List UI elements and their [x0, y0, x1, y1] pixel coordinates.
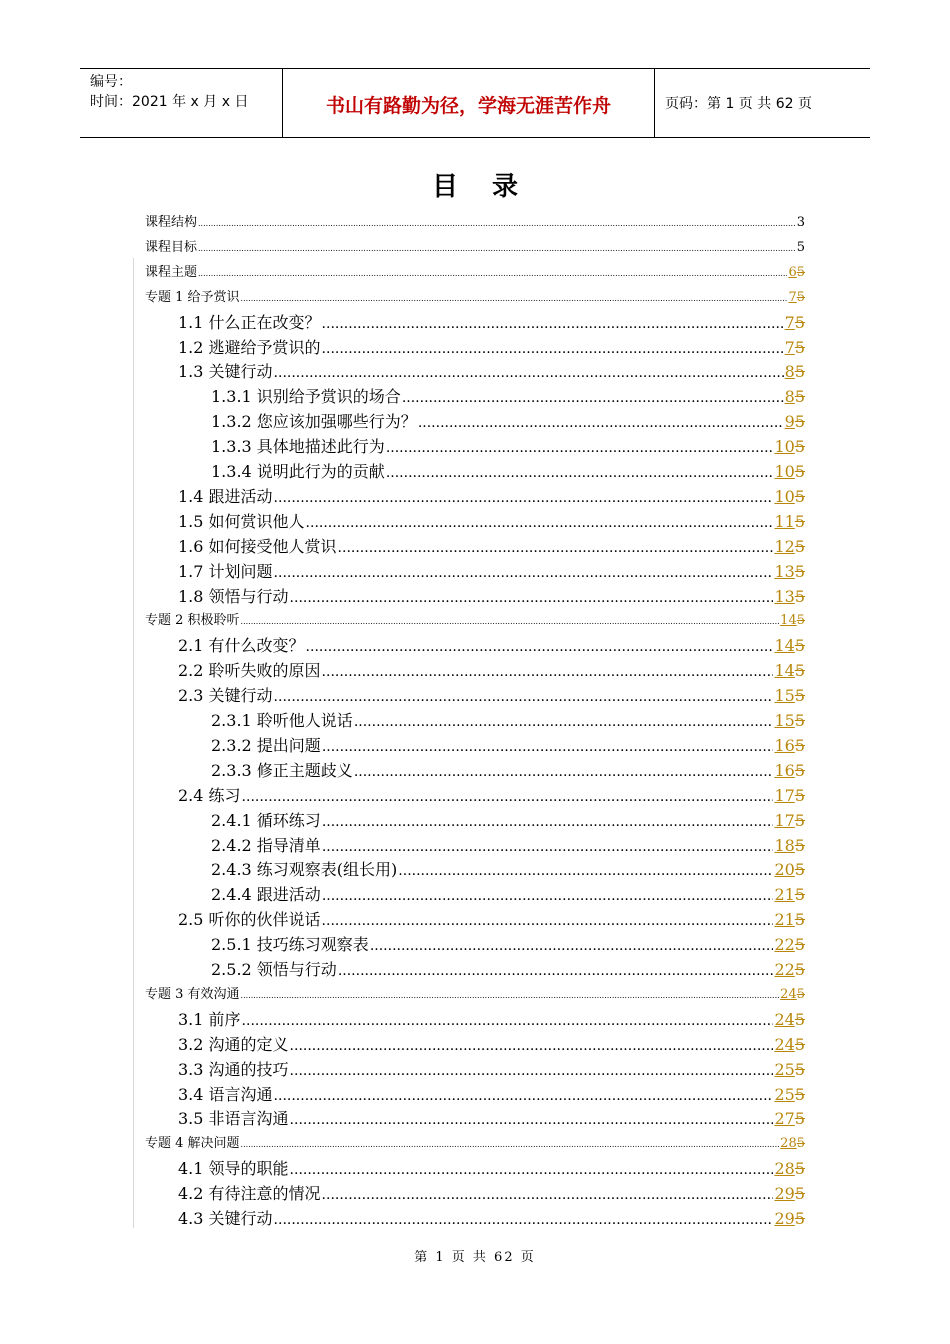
- toc-entry-label: 1.4 跟进活动: [178, 486, 273, 506]
- toc-page-deleted: 5: [794, 960, 805, 979]
- toc-page-number[interactable]: [774, 559, 805, 584]
- toc-entry-label: 4.3 关键行动: [178, 1209, 273, 1228]
- toc-entry[interactable]: [145, 285, 805, 310]
- toc-page-deleted: 5: [794, 1059, 805, 1079]
- toc-leader-dots: [290, 1034, 774, 1059]
- toc-page-number[interactable]: [774, 758, 805, 783]
- motto-text: 书山有路勤为径，学海无涯苦作舟: [325, 95, 611, 117]
- toc-page-link[interactable]: 14: [780, 613, 797, 629]
- toc-page-number[interactable]: [788, 260, 805, 285]
- toc-page-number[interactable]: [774, 1156, 805, 1181]
- toc-leader-dots: [322, 909, 774, 934]
- toc-entry[interactable]: [178, 1007, 805, 1032]
- toc-entry-label: 1.5 如何赏识他人: [178, 511, 305, 531]
- toc-entry-label: 2.3.1 聆听他人说话: [211, 711, 353, 730]
- toc-page-number[interactable]: [780, 608, 805, 633]
- toc-entry[interactable]: [178, 1156, 805, 1181]
- toc-entry[interactable]: [145, 1131, 805, 1156]
- toc-entry-label: 1.3 关键行动: [178, 362, 273, 382]
- toc-entry[interactable]: [178, 509, 805, 534]
- toc-page-deleted: 5: [794, 337, 805, 357]
- toc-page-deleted: 5: [794, 1009, 805, 1029]
- toc-page-deleted: 5: [794, 860, 805, 880]
- toc-entry-label: 1.3.4 说明此行为的贡献: [211, 462, 385, 481]
- toc-leader-dots: [322, 660, 774, 685]
- toc-leader-dots: [322, 1183, 774, 1208]
- toc-leader-dots: [241, 983, 780, 1008]
- toc-entry[interactable]: [178, 1206, 805, 1231]
- toc-entry-label: 3.4 语言沟通: [178, 1084, 273, 1104]
- toc-entry-label: 3.5 非语言沟通: [178, 1109, 289, 1129]
- toc-entry-label: 2.2 聆听失败的原因: [178, 661, 321, 681]
- toc-entry[interactable]: [211, 857, 805, 882]
- toc-page-number[interactable]: [774, 658, 805, 683]
- toc-page-number[interactable]: [774, 434, 805, 459]
- toc-entry[interactable]: [211, 409, 805, 434]
- toc-entry-label: 4.2 有待注意的情况: [178, 1184, 321, 1204]
- toc-entry-label: 课程主题: [145, 264, 198, 280]
- toc-page-number[interactable]: [774, 484, 805, 509]
- toc-page-deleted: 5: [796, 1136, 805, 1152]
- toc-entry-label: 3.1 前序: [178, 1009, 241, 1029]
- toc-page-number[interactable]: [788, 285, 805, 310]
- toc-leader-dots: [386, 461, 774, 486]
- toc-page-link[interactable]: 15: [774, 686, 795, 706]
- toc-entry-label: 2.3 关键行动: [178, 686, 273, 706]
- toc-page-link[interactable]: 15: [774, 711, 795, 730]
- toc-page-number[interactable]: [774, 633, 805, 658]
- toc-entry[interactable]: [211, 708, 805, 733]
- toc-leader-dots: [322, 312, 784, 337]
- toc-page-link[interactable]: 12: [774, 536, 795, 556]
- toc-page-number[interactable]: [774, 584, 805, 609]
- toc-leader-dots: [274, 1208, 774, 1233]
- toc-page-link[interactable]: 11: [774, 511, 795, 531]
- toc-page-deleted: 5: [796, 289, 805, 305]
- toc-page-number[interactable]: [774, 1007, 805, 1032]
- toc-page-deleted: 5: [794, 735, 805, 755]
- toc-page-number[interactable]: [774, 733, 805, 758]
- toc-page-number[interactable]: [785, 310, 805, 335]
- toc-entry[interactable]: [211, 459, 805, 484]
- toc-page-deleted: 5: [794, 760, 805, 780]
- toc-leader-dots: [241, 609, 780, 634]
- toc-page-number[interactable]: [774, 509, 805, 534]
- toc-page-number[interactable]: [774, 932, 805, 957]
- toc-entry-label: 2.5 听你的伙伴说话: [178, 910, 321, 930]
- toc-page-deleted: 5: [796, 986, 805, 1002]
- toc-page-link[interactable]: 24: [774, 1009, 795, 1029]
- toc-page-deleted: 5: [794, 511, 805, 531]
- toc-page-deleted: 5: [794, 810, 805, 830]
- toc-entry-label: 3.2 沟通的定义: [178, 1034, 289, 1054]
- number-label: 编号：: [90, 74, 132, 90]
- toc-leader-dots: [274, 1084, 774, 1109]
- toc-leader-dots: [198, 236, 796, 261]
- toc-leader-dots: [398, 859, 773, 884]
- toc-page-number: 5: [796, 239, 805, 255]
- toc-page-link[interactable]: 7: [788, 289, 797, 305]
- toc-page-link[interactable]: 28: [780, 1136, 797, 1152]
- toc-entry-label: 2.3.2 提出问题: [211, 735, 321, 755]
- toc-page-number[interactable]: [785, 384, 805, 409]
- toc-page-link[interactable]: 8: [784, 387, 795, 407]
- toc-page-number[interactable]: [780, 1131, 805, 1156]
- toc-entry-label: 1.8 领悟与行动: [178, 586, 289, 606]
- toc-page-link[interactable]: 29: [774, 1209, 795, 1228]
- toc-page-number[interactable]: [774, 1181, 805, 1206]
- toc-page-number: 3: [796, 215, 805, 230]
- toc-page-link[interactable]: 25: [774, 1059, 795, 1079]
- toc-page-deleted: 5: [796, 264, 805, 280]
- toc-page-number[interactable]: [774, 1057, 805, 1082]
- toc-page-link[interactable]: 17: [774, 785, 795, 805]
- toc-entry-label: 专题 2 积极聆听: [145, 613, 240, 629]
- page-header: [80, 68, 870, 138]
- toc-page-link[interactable]: 10: [774, 486, 795, 506]
- toc-entry[interactable]: [178, 559, 805, 584]
- toc-page-link[interactable]: 14: [774, 661, 795, 681]
- toc-page-link[interactable]: 28: [774, 1159, 795, 1179]
- margin-line: [133, 258, 134, 1228]
- toc-entry-label: 1.3.2 您应该加强哪些行为？: [211, 412, 417, 432]
- toc-entry[interactable]: [211, 882, 805, 907]
- toc-page-number[interactable]: [774, 708, 805, 733]
- page-info: 页码：第 1 页 共 62 页: [665, 96, 812, 112]
- toc-page-deleted: 5: [794, 661, 805, 681]
- toc-page-number[interactable]: [774, 857, 805, 882]
- toc-entry[interactable]: [178, 534, 805, 559]
- toc-page-link[interactable]: 13: [774, 561, 795, 581]
- toc-page-link[interactable]: 24: [780, 986, 797, 1002]
- toc-leader-dots: [354, 710, 774, 735]
- toc-leader-dots: [290, 1158, 774, 1183]
- toc-page-deleted: 5: [794, 486, 805, 506]
- toc-entry-label: 1.3.1 识别给予赏识的场合: [211, 387, 401, 407]
- toc-page-deleted: 5: [794, 437, 805, 457]
- page-title: 目录: [431, 172, 552, 202]
- toc-leader-dots: [274, 486, 774, 511]
- toc-page-number[interactable]: [774, 459, 805, 484]
- toc-page-link[interactable]: 25: [774, 1084, 795, 1104]
- header-motto-cell: [283, 69, 655, 137]
- toc-entry[interactable]: [211, 384, 805, 409]
- toc-entry: [145, 210, 805, 235]
- toc-entry[interactable]: [211, 758, 805, 783]
- toc-page-link[interactable]: 24: [774, 1034, 795, 1054]
- toc-page-link[interactable]: 21: [774, 885, 795, 905]
- toc-page-deleted: 5: [794, 1034, 805, 1054]
- toc-leader-dots: [242, 785, 774, 810]
- toc-leader-dots: [418, 411, 784, 436]
- toc-entry-label: 1.1 什么正在改变？: [178, 312, 321, 332]
- toc-page-number[interactable]: [785, 409, 805, 434]
- toc-entry-label: 2.4.4 跟进活动: [211, 885, 321, 905]
- toc-page-deleted: 5: [794, 586, 805, 606]
- toc-leader-dots: [198, 211, 796, 236]
- toc-entry-label: 2.3.3 修正主题歧义: [211, 760, 353, 780]
- toc-entry[interactable]: [178, 683, 805, 708]
- toc-entry-label: 1.7 计划问题: [178, 561, 273, 581]
- toc-leader-dots: [274, 685, 774, 710]
- toc-entry[interactable]: [211, 957, 805, 982]
- toc-entry[interactable]: [178, 633, 805, 658]
- toc-entry[interactable]: [145, 982, 805, 1007]
- toc-page-link[interactable]: 6: [788, 264, 797, 280]
- toc-entry-label: 专题 4 解决问题: [145, 1136, 240, 1152]
- toc-entry[interactable]: [145, 260, 805, 285]
- toc-page-link[interactable]: 16: [774, 760, 795, 780]
- toc-entry-label: 1.2 逃避给予赏识的: [178, 337, 321, 357]
- toc-page-deleted: 5: [796, 613, 805, 629]
- toc-leader-dots: [241, 1132, 780, 1157]
- toc-page-link[interactable]: 18: [774, 835, 795, 855]
- toc-entry-label: 3.3 沟通的技巧: [178, 1059, 289, 1079]
- toc-leader-dots: [322, 835, 774, 860]
- toc-page-link[interactable]: 16: [774, 735, 795, 755]
- toc-page-number[interactable]: [774, 957, 805, 982]
- toc-page-link[interactable]: 9: [784, 412, 795, 432]
- toc-page-number[interactable]: [785, 335, 805, 360]
- toc-leader-dots: [274, 561, 774, 586]
- toc-leader-dots: [354, 760, 774, 785]
- toc-page-number[interactable]: [774, 534, 805, 559]
- toc-entry-label: 1.3.3 具体地描述此行为: [211, 437, 385, 457]
- toc-page-deleted: 5: [794, 1209, 805, 1228]
- toc-entry[interactable]: [211, 808, 805, 833]
- toc-page-deleted: 5: [794, 1109, 805, 1129]
- toc-entry-label: 2.5.1 技巧练习观察表: [211, 935, 369, 955]
- toc-leader-dots: [306, 635, 774, 660]
- toc-page-number[interactable]: [785, 359, 805, 384]
- toc-page-number[interactable]: [774, 1082, 805, 1107]
- toc-entry[interactable]: [178, 783, 805, 808]
- toc-entry[interactable]: [145, 608, 805, 633]
- toc-page-link[interactable]: 17: [774, 810, 795, 830]
- toc-leader-dots: [306, 511, 774, 536]
- page-footer: 第 1 页 共 62 页: [414, 1250, 536, 1265]
- toc-page-deleted: 5: [794, 536, 805, 556]
- header-page-cell: [655, 69, 870, 137]
- toc-leader-dots: [241, 286, 788, 311]
- toc-entry-label: 课程结构: [145, 215, 198, 230]
- toc-page-link[interactable]: 20: [774, 860, 795, 880]
- toc-entry: [145, 235, 805, 260]
- toc-entry-label: 专题 1 给予赏识: [145, 289, 240, 305]
- toc-page-deleted: 5: [794, 910, 805, 930]
- toc-entry[interactable]: [178, 359, 805, 384]
- toc-entry-label: 2.5.2 领悟与行动: [211, 960, 337, 979]
- toc-entry[interactable]: [178, 1032, 805, 1057]
- toc-entry[interactable]: [178, 484, 805, 509]
- toc-entry[interactable]: [178, 1106, 805, 1131]
- toc-page-link[interactable]: 22: [774, 935, 795, 955]
- toc-entry[interactable]: [211, 434, 805, 459]
- toc-entry-label: 2.4.1 循环练习: [211, 810, 321, 830]
- toc-leader-dots: [338, 536, 774, 561]
- toc-page-number[interactable]: [774, 683, 805, 708]
- toc-entry[interactable]: [211, 932, 805, 957]
- toc-leader-dots: [322, 884, 774, 909]
- toc-entry-label: 4.1 领导的职能: [178, 1159, 289, 1179]
- toc-page-deleted: 5: [794, 1159, 805, 1179]
- toc-page-number[interactable]: [774, 833, 805, 858]
- toc-leader-dots: [322, 337, 784, 362]
- toc-page-deleted: 5: [794, 362, 805, 382]
- toc-leader-dots: [402, 386, 784, 411]
- toc-entry-label: 2.1 有什么改变？: [178, 636, 305, 656]
- toc-entry[interactable]: [178, 907, 805, 932]
- toc-page-link[interactable]: 21: [774, 910, 795, 930]
- toc-page-deleted: 5: [794, 935, 805, 955]
- toc-page-number[interactable]: [774, 1032, 805, 1057]
- toc-entry[interactable]: [178, 1181, 805, 1206]
- toc-page-link[interactable]: 27: [774, 1109, 795, 1129]
- toc-entry-label: 专题 3 有效沟通: [145, 986, 240, 1002]
- toc-page-link[interactable]: 7: [784, 337, 795, 357]
- toc-entry[interactable]: [211, 833, 805, 858]
- toc-page-deleted: 5: [794, 835, 805, 855]
- toc-page-deleted: 5: [794, 561, 805, 581]
- toc-page-deleted: 5: [794, 636, 805, 656]
- toc-entry-label: 1.6 如何接受他人赏识: [178, 536, 337, 556]
- toc-page-number[interactable]: [774, 882, 805, 907]
- toc-page-deleted: 5: [794, 312, 805, 332]
- toc-leader-dots: [242, 1009, 774, 1034]
- toc-entry[interactable]: [178, 1057, 805, 1082]
- toc-entry-label: 2.4 练习: [178, 785, 241, 805]
- toc-leader-dots: [198, 261, 787, 286]
- toc-page-link[interactable]: 7: [784, 312, 795, 332]
- toc-page-deleted: 5: [794, 1184, 805, 1204]
- toc-page-number[interactable]: [774, 808, 805, 833]
- toc-entry[interactable]: [178, 584, 805, 609]
- toc-leader-dots: [290, 1059, 774, 1084]
- toc-page-number[interactable]: [774, 1106, 805, 1131]
- toc-page-number[interactable]: [774, 783, 805, 808]
- toc-page-link[interactable]: 10: [774, 437, 795, 457]
- toc-page-deleted: 5: [794, 412, 805, 432]
- toc-page-deleted: 5: [794, 462, 805, 481]
- toc-leader-dots: [386, 436, 774, 461]
- toc-leader-dots: [338, 959, 774, 984]
- toc-page-deleted: 5: [794, 785, 805, 805]
- toc-page-number[interactable]: [774, 907, 805, 932]
- toc-page-deleted: 5: [794, 885, 805, 905]
- header-meta: [80, 69, 283, 137]
- toc-page-link[interactable]: 22: [774, 960, 795, 979]
- toc-entry[interactable]: [178, 310, 805, 335]
- toc-leader-dots: [274, 361, 784, 386]
- toc-entry[interactable]: [178, 335, 805, 360]
- toc-page-link[interactable]: 14: [774, 636, 795, 656]
- toc-page-link[interactable]: 13: [774, 586, 795, 606]
- toc-page-link[interactable]: 8: [784, 362, 795, 382]
- toc-entry[interactable]: [211, 733, 805, 758]
- toc-page-number[interactable]: [780, 982, 805, 1007]
- toc-page-link[interactable]: 29: [774, 1184, 795, 1204]
- toc-entry[interactable]: [178, 1082, 805, 1107]
- toc-page-number[interactable]: [774, 1206, 805, 1231]
- toc-leader-dots: [290, 586, 774, 611]
- toc-entry-label: 课程目标: [145, 239, 198, 255]
- toc-entry[interactable]: [178, 658, 805, 683]
- toc-page-deleted: 5: [794, 686, 805, 706]
- toc-leader-dots: [370, 934, 774, 959]
- toc-page-link[interactable]: 10: [774, 462, 795, 481]
- toc-leader-dots: [322, 735, 774, 760]
- toc-entry-label: 2.4.3 练习观察表(组长用): [211, 860, 398, 880]
- toc-leader-dots: [290, 1108, 774, 1133]
- date-label: 时间：2021 年 x 月 x 日: [90, 94, 249, 110]
- toc-page-deleted: 5: [794, 387, 805, 407]
- toc-page-deleted: 5: [794, 711, 805, 730]
- toc-page-deleted: 5: [794, 1084, 805, 1104]
- toc-leader-dots: [322, 810, 774, 835]
- toc-entry-label: 2.4.2 指导清单: [211, 835, 321, 855]
